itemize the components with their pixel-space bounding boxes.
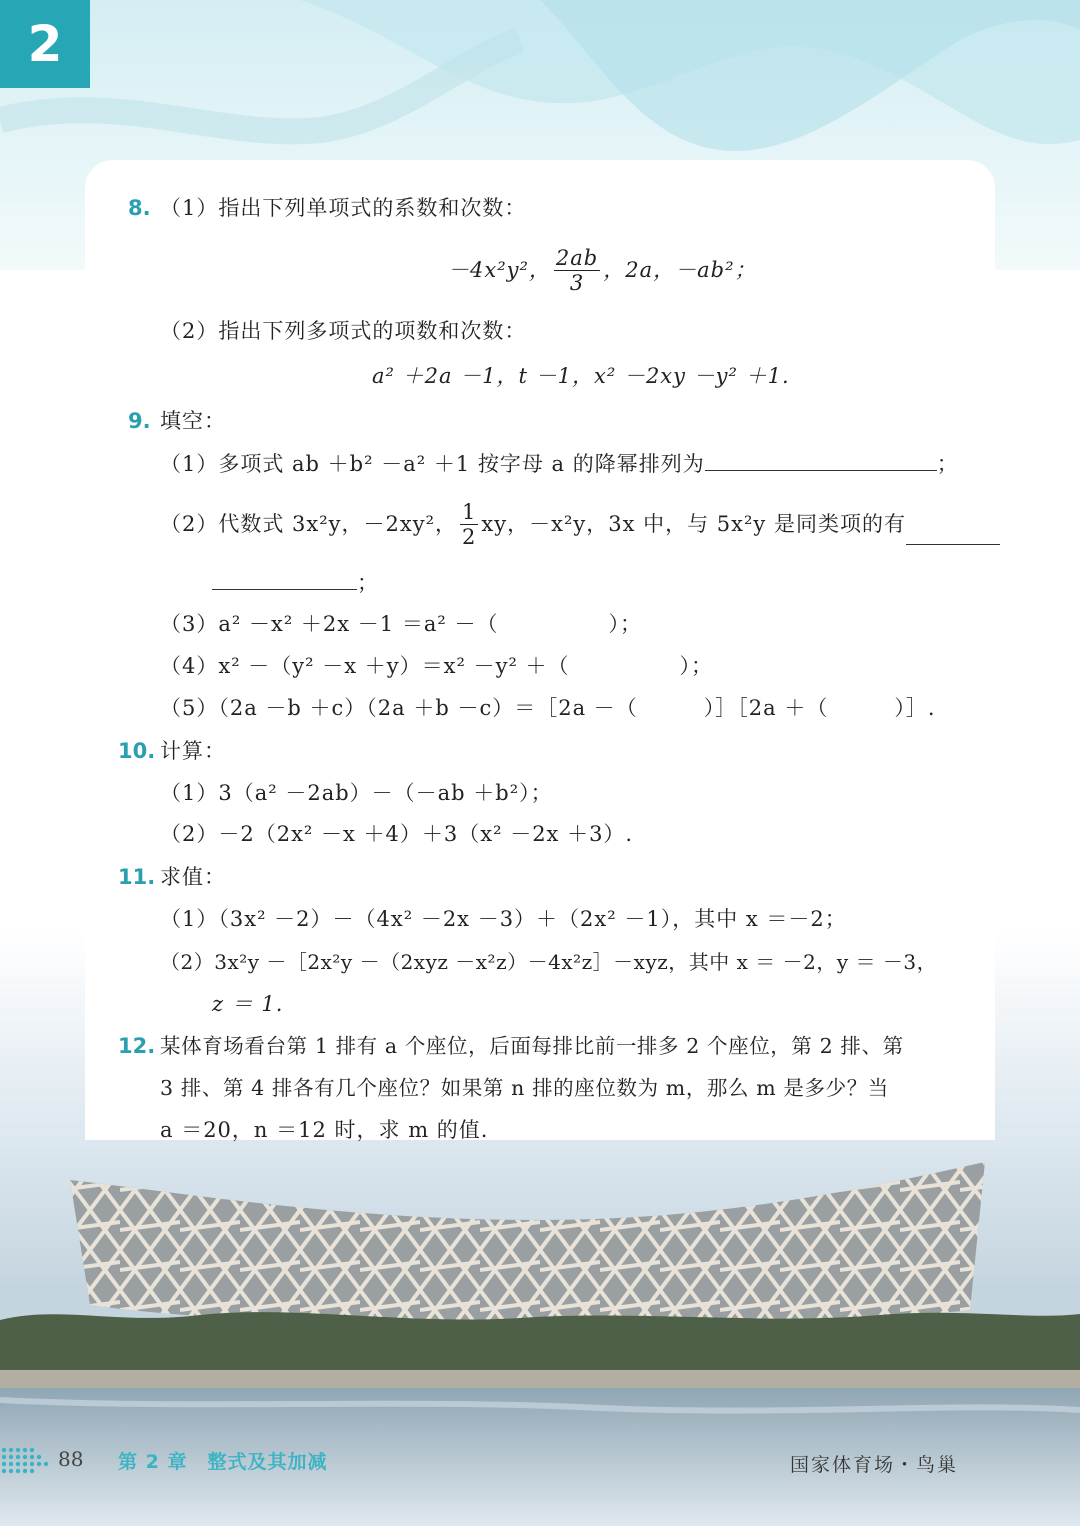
q11-part2-continued: z ＝ 1. [212,992,284,1016]
question-number-12: 12. [118,1034,156,1058]
q12-line2: 3 排、第 4 排各有几个座位？如果第 n 排的座位数为 m，那么 m 是多少？当 [160,1076,889,1100]
q10-title: 计算： [160,739,226,763]
q11-part2: （2）3x²y －［2x²y －（2xyz －x²z）－4x²z］－xyz，其中 x ＝ －2，y ＝ －3， [160,950,938,974]
q8-polynomials: a² ＋2a －1，t －1，x² －2xy －y² ＋1. [372,364,790,388]
q10-part1: （1）3（a² －2ab）－（－ab ＋b²）； [160,781,553,805]
page-number: 88 [58,1447,84,1471]
q8-part1: （1）指出下列单项式的系数和次数： [160,196,527,220]
q11-part1: （1）（3x² －2）－（4x² －2x －3）＋（2x² －1），其中 x ＝－2； [160,907,847,931]
answer-blank[interactable] [705,449,937,471]
q9-part5: （5）（2a －b ＋c）（2a ＋b －c）＝［2a －（ ）］［2a ＋（ ）］. [160,696,936,720]
q9-frac-num: 1 [462,499,477,524]
q12-line3: a ＝20，n ＝12 时，求 m 的值. [160,1118,489,1142]
q9-fraction [460,500,478,549]
q9-part1 [160,449,959,479]
q12-line1: 某体育场看台第 1 排有 a 个座位，后面每排比前一排多 2 个座位，第 2 排、第 [160,1034,904,1058]
question-number-9: 9. [128,409,151,433]
q9-part2 [160,494,1000,554]
q8-fraction [554,246,600,295]
answer-blank[interactable] [906,523,1000,545]
q10-part2: （2）－2（2x² －x ＋4）＋3（x² －2x ＋3）. [160,822,634,846]
question-number-8: 8. [128,196,151,220]
q8-frac-den: 3 [569,270,585,295]
q9-title: 填空： [160,409,226,433]
q11-title: 求值： [160,865,226,889]
q9-part1-end: ； [936,452,959,476]
q9-part2-continued [212,568,379,598]
q9-part4: （4）x² －（y² －x ＋y）＝x² －y² ＋（ ）； [160,654,714,678]
q9-part2-end: ； [357,571,379,595]
answer-blank[interactable] [212,568,357,590]
chapter-tab: 2 [0,0,90,88]
q9-part1-text: （1）多项式 ab ＋b² －a² ＋1 按字母 a 的降幂排列为 [160,452,705,476]
q8-monomials [448,240,757,300]
q8-part2: （2）指出下列多项式的项数和次数： [160,319,527,343]
question-number-10: 10. [118,739,156,763]
q8-frac-num: 2ab [555,245,599,270]
q8-expr1a: －4x²y²， [448,258,551,282]
q9-frac-den: 2 [462,524,477,549]
q8-expr1b: ，2a，－ab²； [603,258,757,282]
question-number-11: 11. [118,865,156,889]
q9-part3: （3）a² －x² ＋2x －1 ＝a² －（ ）； [160,612,642,636]
footer-dots-icon [0,1440,52,1480]
photo-caption: 国家体育场・鸟巢 [790,1454,959,1476]
footer-chapter-title: 第 2 章 整式及其加减 [118,1451,328,1473]
q9-part2b: xy，－x²y，3x 中，与 5x²y 是同类项的有 [481,512,906,536]
q9-part2a: （2）代数式 3x²y，－2xy²， [160,512,458,536]
